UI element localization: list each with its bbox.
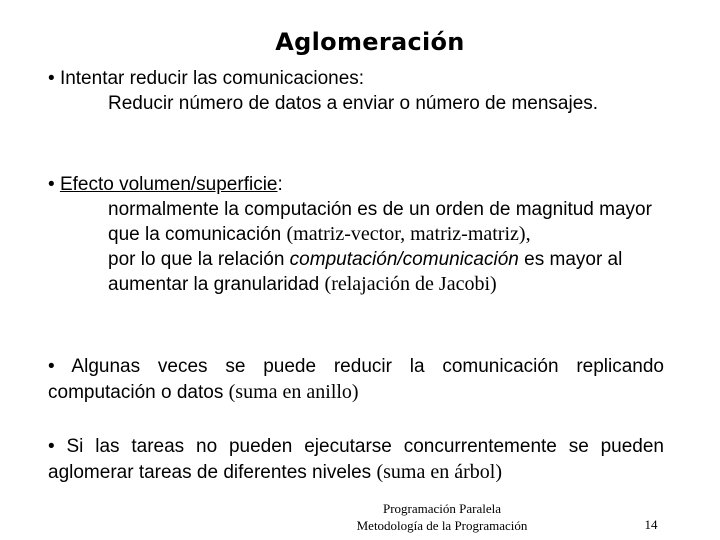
bullet-2-line2-example: (relajación de Jacobi) — [324, 273, 497, 295]
bullet-2-line1: normalmente la computación es de un orden de magnitud mayor que la comunicación — [108, 198, 652, 245]
bullet-1-body: Reducir número de datos a enviar o número de mensajes. — [108, 92, 599, 114]
bullet-2-line2-italic: computación/comunicación — [289, 248, 519, 270]
bullet-4-text: Si las tareas no pueden ejecutarse concurrentemente se pueden aglomerar tareas de diferentes niveles — [48, 436, 664, 483]
bullet-marker: • — [48, 436, 55, 457]
bullet-2-lead-underlined: Efecto volumen/superficie — [59, 174, 278, 195]
bullet-2-paragraph-2 — [48, 248, 664, 298]
bullet-item-1 — [48, 67, 664, 116]
bullet-2-line2-prefix: por lo que la relación — [108, 248, 285, 270]
footer-subject: Metodología de la Programación — [356, 518, 528, 533]
bullet-item-4 — [48, 435, 664, 485]
bullet-1-lead — [48, 67, 664, 92]
slide-title: Aglomeración — [275, 28, 465, 56]
bullet-2-line1-example: (matriz-vector, matriz-matriz), — [286, 223, 531, 245]
bullet-2-lead — [48, 173, 664, 198]
bullet-marker: • — [48, 174, 55, 195]
bullet-item-3 — [48, 355, 664, 405]
page-number: 14 — [644, 517, 658, 532]
bullet-2-line2-suffix: es mayor al aumentar la granularidad — [108, 248, 623, 295]
footer-course-title: Programación Paralela — [382, 501, 502, 516]
bullet-2-lead-suffix: : — [277, 174, 283, 195]
bullet-marker: • — [48, 356, 55, 377]
slide-footer — [342, 500, 542, 534]
bullet-3-example: (suma en anillo) — [228, 380, 359, 403]
bullet-2-paragraph-1 — [48, 198, 664, 248]
bullet-item-2 — [48, 173, 664, 298]
bullet-marker: • — [48, 68, 55, 89]
bullet-3-text: Algunas veces se puede reducir la comunicación replicando computación o datos — [48, 356, 664, 403]
bullet-4-example: (suma en árbol) — [376, 460, 502, 483]
bullet-1-lead-text: Intentar reducir las comunicaciones: — [59, 68, 365, 89]
